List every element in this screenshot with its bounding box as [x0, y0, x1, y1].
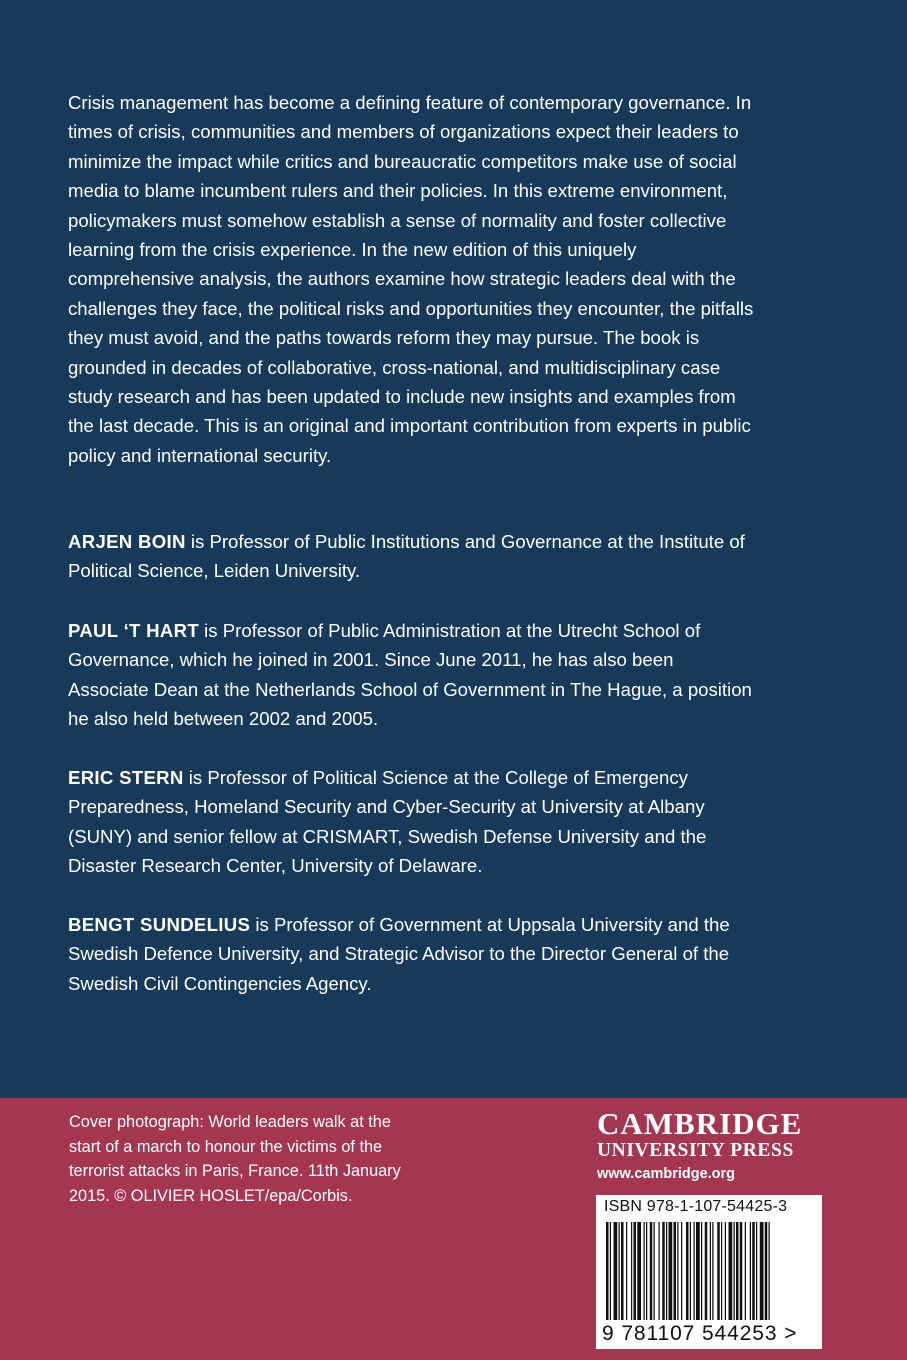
author-bio-4 — [68, 910, 758, 998]
barcode-bar — [669, 1222, 673, 1320]
barcode-bar — [674, 1222, 677, 1320]
author-name: PAUL ‘T HART — [68, 620, 199, 641]
barcode-bar — [614, 1222, 618, 1320]
barcode-bar — [769, 1222, 770, 1320]
barcode-bar — [701, 1222, 702, 1320]
barcode-digits: 9 781107 544253 > — [602, 1322, 798, 1345]
barcode-bar — [740, 1222, 743, 1320]
publisher-logo — [597, 1108, 827, 1184]
author-bio-3 — [68, 763, 758, 881]
barcode-bar — [710, 1222, 711, 1320]
barcode-bar — [677, 1222, 678, 1320]
barcode-bar — [634, 1222, 637, 1320]
barcode-bar — [705, 1222, 708, 1320]
barcode-bar — [694, 1222, 695, 1320]
author-name: ERIC STERN — [68, 767, 184, 788]
barcode-bar — [681, 1222, 682, 1320]
barcode-bar — [654, 1222, 655, 1320]
barcode-bar — [619, 1222, 620, 1320]
author-bio-text: is Professor of Government at Uppsala University and the Swedish Defence University, and Strategic Advisor to the Director General of the Swedish Civil Contingencies Agency. — [68, 914, 730, 994]
barcode-bar — [696, 1222, 700, 1320]
barcode-bar — [729, 1222, 733, 1320]
isbn-label: ISBN 978-1-107-54425-3 — [604, 1198, 788, 1215]
barcode-bar — [756, 1222, 757, 1320]
author-bio-text: is Professor of Political Science at the College of Emergency Preparedness, Homeland Security and Cyber-Security at University at Albany (SUNY) and senior fellow at CRISMART, Swedish Defense University and the Disaster Research Center, University of Delaware. — [68, 767, 707, 877]
book-description: Crisis management has become a defining feature of contemporary governance. In times of crisis, communities and members of organizations expect their leaders to minimize the impact while critics and bureaucratic competitors make use of social media to blame incumbent rulers and their policies. In this extreme environment, policymakers must somehow establish a sense of normality and foster collective learning from the crisis experience. In the new edition of this uniquely comprehensive analysis, the authors examine how strategic leaders deal with the challenges they face, the political risks and opportunities they encounter, the pitfalls they must avoid, and the paths towards reform they may pursue. The book is grounded in decades of collaborative, cross-national, and multidisciplinary case study research and has been updated to include new insights and examples from the last decade. This is an original and important contribution from experts in public policy and international security. — [68, 92, 754, 466]
author-bio-text: is Professor of Public Institutions and Governance at the Institute of Political Science, Leiden University. — [68, 531, 745, 582]
barcode-bar — [736, 1222, 739, 1320]
barcode-bar — [662, 1222, 665, 1320]
barcode-bar — [725, 1222, 726, 1320]
barcode-bar — [644, 1222, 645, 1320]
publisher-name: CAMBRIDGE — [597, 1106, 803, 1141]
author-name: BENGT SUNDELIUS — [68, 914, 251, 935]
barcode-bar — [621, 1222, 624, 1320]
barcode-bar — [637, 1222, 641, 1320]
barcode-bar — [745, 1222, 746, 1320]
barcode-bar — [631, 1222, 632, 1320]
barcode-bar — [686, 1222, 689, 1320]
barcode-bar — [626, 1222, 627, 1320]
author-bio-text: is Professor of Public Administration at the Utrecht School of Governance, which he joined in 2001. Since June 2011, he has also been Associate Dean at the Netherlands School of Government in The Hague, a position he also held between 2002 and 2005. — [68, 620, 752, 730]
barcode-bar — [690, 1222, 691, 1320]
author-name: ARJEN BOIN — [68, 531, 186, 552]
barcode-bar — [750, 1222, 751, 1320]
barcode-bar — [650, 1222, 653, 1320]
barcode-bar — [712, 1222, 713, 1320]
barcode-bar — [734, 1222, 735, 1320]
cover-photo-credit: Cover photograph: World leaders walk at the start of a march to honour the victims of the terrorist attacks in Paris, France. 11th January 2015. © OLIVIER HOSLET/epa/Corbis. — [69, 1113, 401, 1205]
publisher-press: UNIVERSITY PRESS — [597, 1140, 794, 1161]
barcode-bar — [610, 1222, 611, 1320]
barcode-bar — [606, 1222, 609, 1320]
barcode-bar — [666, 1222, 667, 1320]
barcode-bar — [765, 1222, 768, 1320]
barcode-bar — [760, 1222, 764, 1320]
publisher-url: www.cambridge.org — [597, 1166, 736, 1182]
back-cover-bottom-panel — [0, 1098, 907, 1360]
barcode-bar — [646, 1222, 647, 1320]
barcode-bar — [752, 1222, 755, 1320]
barcode-bar — [659, 1222, 660, 1320]
barcode-bar — [717, 1222, 720, 1320]
author-bio-2 — [68, 616, 758, 734]
author-bio-1 — [68, 527, 758, 586]
barcode-bar — [721, 1222, 722, 1320]
isbn-barcode — [596, 1195, 822, 1349]
